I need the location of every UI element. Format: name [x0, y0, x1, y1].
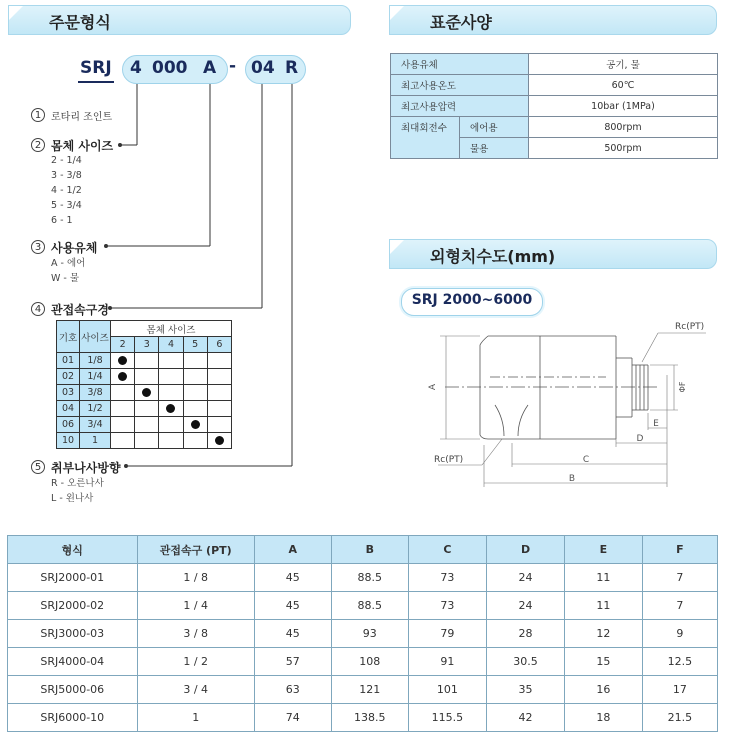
matrix-size: 3/8 — [80, 385, 111, 401]
table-cell: 35 — [487, 676, 565, 704]
table-cell: 42 — [487, 704, 565, 732]
matrix-row — [57, 433, 232, 449]
table-cell: 1 / 4 — [137, 592, 254, 620]
availability-dot-icon — [215, 436, 224, 445]
table-cell: 3 / 4 — [137, 676, 254, 704]
table-cell: 1 — [137, 704, 254, 732]
option-row: 2 - 1/4 — [51, 155, 82, 166]
table-cell: 115.5 — [408, 704, 486, 732]
table-cell: SRJ3000-03 — [8, 620, 138, 648]
option-row: A - 에어 — [51, 258, 86, 269]
matrix-cell — [111, 433, 135, 449]
spec-sub-air: 에어용 — [460, 117, 529, 138]
corner-triangle-icon — [390, 240, 404, 254]
matrix-cell — [159, 385, 183, 401]
table-cell: 12.5 — [642, 648, 717, 676]
table-cell: 121 — [331, 676, 408, 704]
matrix-size: 1/8 — [80, 353, 111, 369]
table-cell: 79 — [408, 620, 486, 648]
matrix-cell — [183, 369, 207, 385]
corner-triangle-icon — [390, 6, 404, 20]
table-cell: 3 / 8 — [137, 620, 254, 648]
matrix-size: 1/4 — [80, 369, 111, 385]
table-cell: 45 — [254, 620, 331, 648]
dimension-table — [7, 535, 718, 732]
dim-label-d: D — [636, 434, 644, 444]
table-header: E — [565, 536, 643, 564]
table-row — [8, 704, 718, 732]
item-label-body-size: 몸체 사이즈 — [51, 139, 114, 153]
table-cell: 101 — [408, 676, 486, 704]
code-fluid: A — [203, 58, 217, 78]
matrix-cell — [111, 353, 135, 369]
matrix-row — [57, 369, 232, 385]
body-left-contour — [480, 336, 488, 439]
table-cell: SRJ6000-10 — [8, 704, 138, 732]
table-cell: 91 — [408, 648, 486, 676]
table-row — [8, 592, 718, 620]
matrix-row — [57, 353, 232, 369]
matrix-code: 01 — [57, 353, 80, 369]
spec-sub-water: 물용 — [460, 138, 529, 159]
table-cell: 138.5 — [331, 704, 408, 732]
matrix-cell — [135, 353, 159, 369]
availability-dot-icon — [166, 404, 175, 413]
table-cell: 45 — [254, 564, 331, 592]
table-cell: SRJ5000-06 — [8, 676, 138, 704]
table-cell: 88.5 — [331, 564, 408, 592]
matrix-body-size: 2 — [111, 337, 135, 353]
table-cell: 7 — [642, 592, 717, 620]
matrix-cell — [183, 433, 207, 449]
table-cell: 1 / 2 — [137, 648, 254, 676]
table-cell: 17 — [642, 676, 717, 704]
table-cell: 88.5 — [331, 592, 408, 620]
body-size-options — [51, 153, 82, 228]
matrix-cell — [207, 369, 231, 385]
table-cell: 73 — [408, 592, 486, 620]
item-label-rotary-joint: 로타리 조인트 — [51, 112, 113, 123]
matrix-cell — [207, 417, 231, 433]
table-row — [8, 648, 718, 676]
fluid-options — [51, 256, 85, 286]
matrix-cell — [207, 433, 231, 449]
spec-value-fluid: 공기, 물 — [529, 54, 718, 75]
dim-label-a: A — [428, 383, 438, 391]
matrix-row — [57, 385, 232, 401]
matrix-cell — [135, 417, 159, 433]
matrix-cell — [183, 401, 207, 417]
code-dir: R — [285, 58, 299, 78]
matrix-cell — [183, 417, 207, 433]
option-row: 3 - 3/8 — [51, 170, 82, 181]
code-dash: - — [229, 56, 237, 76]
item-number-4: 4 — [31, 302, 45, 316]
option-row: 5 - 3/4 — [51, 200, 82, 211]
standard-spec-title: 표준사양 — [430, 13, 492, 32]
item-number-5: 5 — [31, 460, 45, 474]
dim-label-b: B — [568, 474, 576, 484]
matrix-cell — [135, 433, 159, 449]
matrix-code: 04 — [57, 401, 80, 417]
spec-value-max-pressure: 10bar (1MPa) — [529, 96, 718, 117]
matrix-cell — [159, 353, 183, 369]
matrix-body-size: 3 — [135, 337, 159, 353]
connection-matrix-table — [56, 320, 232, 449]
matrix-row — [57, 401, 232, 417]
order-format-title: 주문형식 — [49, 13, 111, 32]
spec-value-max-temp: 60℃ — [529, 75, 718, 96]
spec-label-fluid: 사용유체 — [391, 54, 529, 75]
matrix-cell — [135, 401, 159, 417]
table-header: B — [331, 536, 408, 564]
dim-label-c: C — [582, 455, 590, 465]
table-cell: 16 — [565, 676, 643, 704]
table-cell: 18 — [565, 704, 643, 732]
matrix-cell — [111, 401, 135, 417]
table-row — [8, 620, 718, 648]
item-label-fluid: 사용유체 — [51, 241, 98, 255]
table-cell: 108 — [331, 648, 408, 676]
model-badge — [401, 288, 543, 316]
model-badge-label: SRJ 2000~6000 — [411, 292, 533, 308]
matrix-row — [57, 417, 232, 433]
matrix-cell — [111, 385, 135, 401]
matrix-header-size: 사이즈 — [80, 321, 111, 353]
matrix-body-size: 4 — [159, 337, 183, 353]
table-row — [8, 564, 718, 592]
matrix-cell — [207, 385, 231, 401]
option-row: W - 물 — [51, 273, 80, 284]
table-cell: 11 — [565, 564, 643, 592]
dim-label-e: E — [653, 419, 659, 429]
table-cell: 45 — [254, 592, 331, 620]
table-cell: 12 — [565, 620, 643, 648]
rc-bottom-label: Rc(PT) — [434, 455, 464, 465]
matrix-cell — [159, 417, 183, 433]
matrix-cell — [159, 401, 183, 417]
option-row: 4 - 1/2 — [51, 185, 82, 196]
matrix-cell — [135, 369, 159, 385]
table-cell: 73 — [408, 564, 486, 592]
dim-label-phi-f: ΦF — [678, 381, 687, 393]
dimension-title: 외형치수도(mm) — [430, 247, 556, 266]
thread-direction-options — [51, 476, 104, 506]
table-header: 형식 — [8, 536, 138, 564]
table-header: A — [254, 536, 331, 564]
standard-spec-header — [389, 5, 717, 35]
table-cell: 93 — [331, 620, 408, 648]
option-row: 6 - 1 — [51, 215, 73, 226]
table-cell: 63 — [254, 676, 331, 704]
matrix-cell — [207, 353, 231, 369]
table-cell: 24 — [487, 564, 565, 592]
availability-dot-icon — [142, 388, 151, 397]
standard-spec-table — [390, 53, 718, 159]
rc-top-label: Rc(PT) — [675, 322, 705, 332]
spec-label-max-pressure: 최고사용압력 — [391, 96, 529, 117]
matrix-size: 3/4 — [80, 417, 111, 433]
matrix-cell — [183, 353, 207, 369]
matrix-code: 03 — [57, 385, 80, 401]
code-zeros: 000 — [152, 58, 188, 78]
option-row: R - 오른나사 — [51, 478, 104, 489]
table-cell: 24 — [487, 592, 565, 620]
option-row: L - 왼나사 — [51, 493, 94, 504]
matrix-cell — [159, 369, 183, 385]
item-label-connection-size: 관접속구경 — [51, 303, 109, 317]
table-cell: SRJ2000-01 — [8, 564, 138, 592]
spec-label-max-temp: 최고사용온도 — [391, 75, 529, 96]
matrix-code: 02 — [57, 369, 80, 385]
table-header: 관접속구 (PT) — [137, 536, 254, 564]
matrix-cell — [135, 385, 159, 401]
table-cell: 1 / 8 — [137, 564, 254, 592]
matrix-code: 10 — [57, 433, 80, 449]
matrix-cell — [207, 401, 231, 417]
table-cell: 21.5 — [642, 704, 717, 732]
matrix-cell — [159, 433, 183, 449]
item-number-2: 2 — [31, 138, 45, 152]
table-cell: SRJ2000-02 — [8, 592, 138, 620]
spec-label-max-rpm: 최대회전수 — [391, 117, 460, 159]
table-cell: 11 — [565, 592, 643, 620]
item-number-1: 1 — [31, 108, 45, 122]
table-cell: 30.5 — [487, 648, 565, 676]
table-header: C — [408, 536, 486, 564]
table-cell: 28 — [487, 620, 565, 648]
dimension-header — [389, 239, 717, 269]
availability-dot-icon — [118, 372, 127, 381]
spec-value-water-rpm: 500rpm — [529, 138, 718, 159]
matrix-body-size: 5 — [183, 337, 207, 353]
table-cell: 9 — [642, 620, 717, 648]
matrix-header-body: 몸체 사이즈 — [111, 321, 232, 337]
table-header: F — [642, 536, 717, 564]
spec-value-air-rpm: 800rpm — [529, 117, 718, 138]
matrix-cell — [183, 385, 207, 401]
code-conn: 04 — [251, 58, 275, 78]
table-cell: 15 — [565, 648, 643, 676]
table-header: D — [487, 536, 565, 564]
table-cell: 7 — [642, 564, 717, 592]
matrix-body-size: 6 — [207, 337, 231, 353]
matrix-size: 1 — [80, 433, 111, 449]
dimension-drawing — [420, 315, 720, 500]
table-row — [8, 676, 718, 704]
matrix-cell — [111, 369, 135, 385]
availability-dot-icon — [118, 356, 127, 365]
item-number-3: 3 — [31, 240, 45, 254]
table-cell: SRJ4000-04 — [8, 648, 138, 676]
matrix-cell — [111, 417, 135, 433]
table-cell: 57 — [254, 648, 331, 676]
code-srj: SRJ — [80, 58, 112, 78]
code-size: 4 — [130, 58, 142, 78]
table-cell: 74 — [254, 704, 331, 732]
item-label-thread-direction: 취부나사방향 — [51, 461, 121, 475]
matrix-header-code: 기호 — [57, 321, 80, 353]
availability-dot-icon — [191, 420, 200, 429]
matrix-code: 06 — [57, 417, 80, 433]
matrix-size: 1/2 — [80, 401, 111, 417]
